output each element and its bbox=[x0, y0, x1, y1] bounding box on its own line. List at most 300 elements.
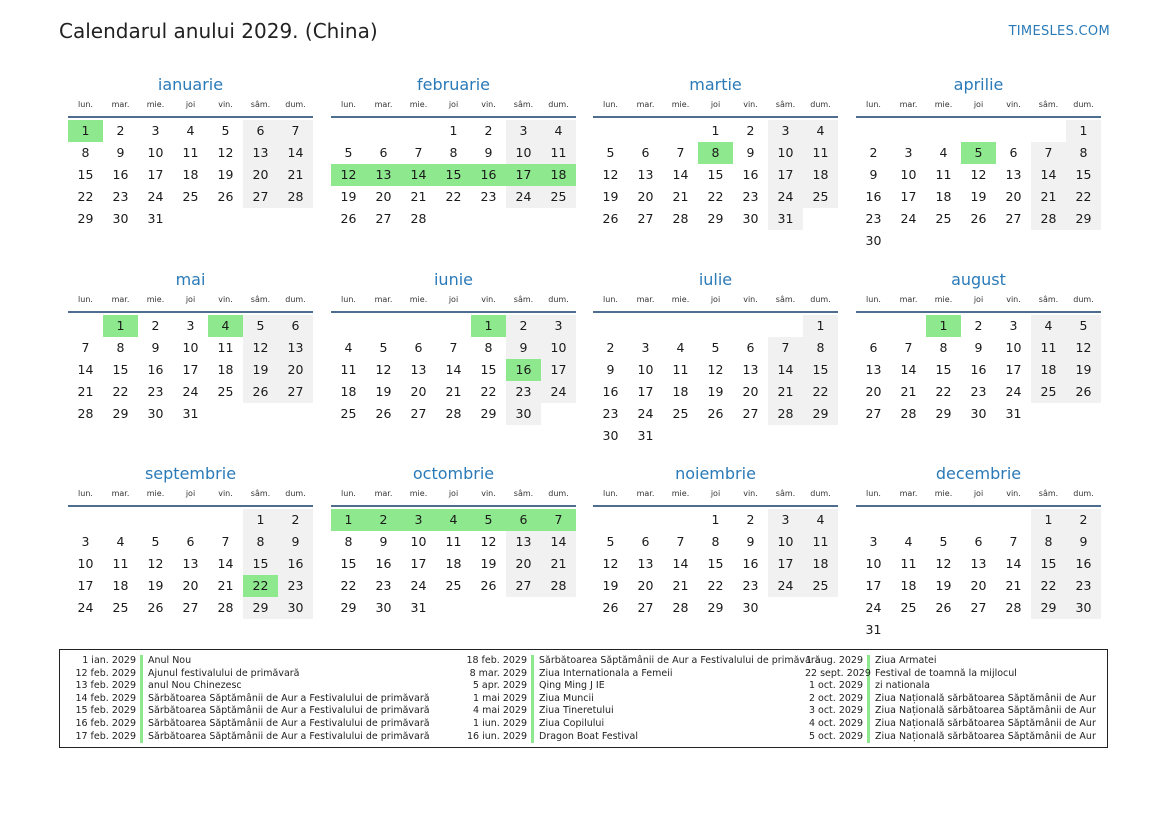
weekday-label: vin. bbox=[218, 295, 233, 304]
weekday-label: joi bbox=[185, 295, 196, 304]
weekday-label: joi bbox=[710, 295, 721, 304]
day-cell: 17 bbox=[77, 578, 94, 593]
day-grid bbox=[331, 315, 576, 425]
day-cell: 8 bbox=[116, 340, 125, 355]
day-cell: 9 bbox=[484, 145, 493, 160]
legend-date: 4 mai 2029 bbox=[412, 705, 534, 718]
day-cell: 3 bbox=[186, 318, 195, 333]
month-februarie bbox=[331, 74, 576, 230]
legend-date: 3 oct. 2029 bbox=[805, 705, 870, 718]
day-cell: 16 bbox=[742, 556, 759, 571]
day-cell: 11 bbox=[1031, 337, 1066, 359]
day-cell: 17 bbox=[410, 556, 427, 571]
day-cell: 10 bbox=[77, 556, 94, 571]
day-cell: 9 bbox=[278, 531, 313, 553]
empty-cell bbox=[593, 509, 628, 531]
day-cell: 1 bbox=[1031, 509, 1066, 531]
legend-date: 1 oct. 2029 bbox=[805, 680, 870, 693]
weekday-label: lun. bbox=[866, 489, 881, 498]
day-cell: 4 bbox=[344, 340, 353, 355]
day-cell: 12 bbox=[375, 362, 392, 377]
day-cell: 15 bbox=[340, 556, 357, 571]
weekday-label: sâm. bbox=[250, 489, 271, 498]
day-cell: 13 bbox=[243, 142, 278, 164]
legend-date: 17 feb. 2029 bbox=[66, 731, 143, 744]
month-name: august bbox=[951, 270, 1006, 289]
day-cell: 25 bbox=[445, 578, 462, 593]
weekday-label: dum. bbox=[1073, 295, 1094, 304]
day-cell: 25 bbox=[1031, 381, 1066, 403]
day-cell: 28 bbox=[541, 575, 576, 597]
weekday-label: joi bbox=[448, 489, 459, 498]
day-cell: 7 bbox=[676, 534, 685, 549]
day-cell: 16 bbox=[970, 362, 987, 377]
day-cell: 28 bbox=[217, 600, 234, 615]
empty-cell bbox=[331, 120, 366, 142]
empty-cell bbox=[331, 315, 366, 337]
day-cell: 1 bbox=[449, 123, 458, 138]
day-cell: 7 bbox=[768, 337, 803, 359]
day-cell: 26 bbox=[375, 406, 392, 421]
day-cell: 10 bbox=[865, 556, 882, 571]
empty-cell bbox=[208, 509, 243, 531]
day-cell: 29 bbox=[77, 211, 94, 226]
day-cell: 3 bbox=[541, 315, 576, 337]
day-cell: 19 bbox=[1066, 359, 1101, 381]
day-cell: 25 bbox=[672, 406, 689, 421]
day-cell: 5 bbox=[379, 340, 388, 355]
day-cell: 14 bbox=[900, 362, 917, 377]
day-cell: 30 bbox=[375, 600, 392, 615]
day-cell: 4 bbox=[676, 340, 685, 355]
day-cell: 8 bbox=[803, 337, 838, 359]
empty-cell bbox=[961, 120, 996, 142]
day-cell: 27 bbox=[742, 406, 759, 421]
day-grid bbox=[593, 315, 838, 447]
day-cell: 14 bbox=[278, 142, 313, 164]
weekday-label: vin. bbox=[481, 100, 496, 109]
day-cell: 31 bbox=[865, 622, 882, 637]
day-cell: 4 bbox=[1031, 315, 1066, 337]
day-cell: 24 bbox=[506, 186, 541, 208]
legend-date: 1 mai 2029 bbox=[412, 693, 534, 706]
day-cell: 24 bbox=[637, 406, 654, 421]
day-cell: 15 bbox=[803, 359, 838, 381]
legend-column bbox=[66, 655, 430, 743]
day-grid bbox=[856, 315, 1101, 425]
day-cell: 14 bbox=[541, 531, 576, 553]
day-cell: 24 bbox=[900, 211, 917, 226]
day-cell: 12 bbox=[243, 337, 278, 359]
day-cell: 22 bbox=[112, 384, 129, 399]
day-cell: 14 bbox=[672, 556, 689, 571]
day-cell: 5 bbox=[344, 145, 353, 160]
weekday-label: mie. bbox=[146, 489, 165, 498]
legend-date: 5 apr. 2029 bbox=[412, 680, 534, 693]
day-cell: 6 bbox=[746, 340, 755, 355]
day-cell: 3 bbox=[1009, 318, 1018, 333]
legend-date: 1 aug. 2029 bbox=[805, 655, 870, 668]
legend-holiday-name: Ziua Națională sărbătoarea Săptămânii de Aur bbox=[875, 692, 1096, 704]
legend-entry bbox=[412, 705, 821, 718]
day-cell: 19 bbox=[602, 189, 619, 204]
day-cell: 10 bbox=[768, 142, 803, 164]
holiday-day-cell: 14 bbox=[401, 164, 436, 186]
day-cell: 27 bbox=[375, 211, 392, 226]
day-cell: 3 bbox=[506, 120, 541, 142]
day-cell: 10 bbox=[1005, 340, 1022, 355]
day-cell: 20 bbox=[182, 578, 199, 593]
month-ianuarie bbox=[68, 74, 313, 230]
legend-date: 2 oct. 2029 bbox=[805, 693, 870, 706]
legend-date: 13 feb. 2029 bbox=[66, 680, 143, 693]
month-iulie bbox=[593, 269, 838, 447]
legend-column bbox=[412, 655, 821, 743]
legend-entry bbox=[66, 705, 430, 718]
day-cell: 23 bbox=[742, 189, 759, 204]
day-cell: 11 bbox=[112, 556, 129, 571]
holiday-day-cell: 2 bbox=[366, 509, 401, 531]
day-cell: 11 bbox=[803, 142, 838, 164]
weekday-label: dum. bbox=[810, 295, 831, 304]
day-cell: 8 bbox=[344, 534, 353, 549]
day-cell: 23 bbox=[112, 189, 129, 204]
day-cell: 27 bbox=[865, 406, 882, 421]
day-cell: 5 bbox=[606, 145, 615, 160]
day-cell: 15 bbox=[1031, 553, 1066, 575]
day-cell: 28 bbox=[278, 186, 313, 208]
day-cell: 7 bbox=[1009, 534, 1018, 549]
day-cell: 25 bbox=[541, 186, 576, 208]
day-cell: 18 bbox=[803, 164, 838, 186]
day-cell: 24 bbox=[541, 381, 576, 403]
day-cell: 26 bbox=[480, 578, 497, 593]
empty-cell bbox=[366, 315, 401, 337]
day-cell: 5 bbox=[606, 534, 615, 549]
weekday-label: lun. bbox=[603, 100, 618, 109]
day-cell: 23 bbox=[970, 384, 987, 399]
day-cell: 28 bbox=[410, 211, 427, 226]
day-cell: 9 bbox=[974, 340, 983, 355]
weekday-label: sâm. bbox=[513, 489, 534, 498]
legend-entry bbox=[66, 731, 430, 744]
day-grid bbox=[68, 315, 313, 425]
day-cell: 3 bbox=[768, 509, 803, 531]
day-cell: 22 bbox=[1031, 575, 1066, 597]
day-cell: 15 bbox=[243, 553, 278, 575]
day-cell: 4 bbox=[904, 534, 913, 549]
empty-cell bbox=[68, 315, 103, 337]
day-cell: 30 bbox=[742, 211, 759, 226]
day-cell: 11 bbox=[182, 145, 199, 160]
legend-holiday-name: Ziua Internationala a Femeii bbox=[539, 667, 673, 679]
day-cell: 19 bbox=[707, 384, 724, 399]
day-cell: 12 bbox=[602, 556, 619, 571]
weekday-label: mar. bbox=[374, 100, 393, 109]
holiday-day-cell: 17 bbox=[506, 164, 541, 186]
day-cell: 31 bbox=[410, 600, 427, 615]
day-cell: 20 bbox=[375, 189, 392, 204]
day-cell: 27 bbox=[506, 575, 541, 597]
day-cell: 21 bbox=[1005, 578, 1022, 593]
day-cell: 18 bbox=[1031, 359, 1066, 381]
holiday-day-cell: 16 bbox=[506, 359, 541, 381]
day-cell: 2 bbox=[506, 315, 541, 337]
legend-entry bbox=[66, 718, 430, 731]
weekday-label: sâm. bbox=[250, 100, 271, 109]
day-grid bbox=[856, 509, 1101, 641]
weekday-label: mar. bbox=[111, 100, 130, 109]
empty-cell bbox=[366, 120, 401, 142]
day-grid bbox=[68, 120, 313, 230]
legend-entry bbox=[66, 668, 430, 681]
day-cell: 16 bbox=[602, 384, 619, 399]
empty-cell bbox=[663, 315, 698, 337]
day-cell: 4 bbox=[541, 120, 576, 142]
day-cell: 8 bbox=[484, 340, 493, 355]
day-cell: 2 bbox=[606, 340, 615, 355]
legend-entry bbox=[805, 718, 1096, 731]
legend-date: 1 ian. 2029 bbox=[66, 655, 143, 668]
day-cell: 25 bbox=[803, 186, 838, 208]
holiday-day-cell: 1 bbox=[471, 315, 506, 337]
weekday-label: mar. bbox=[111, 295, 130, 304]
day-cell: 20 bbox=[1005, 189, 1022, 204]
holiday-day-cell: 5 bbox=[471, 509, 506, 531]
day-cell: 11 bbox=[217, 340, 234, 355]
day-cell: 2 bbox=[484, 123, 493, 138]
legend-entry bbox=[805, 731, 1096, 744]
day-cell: 17 bbox=[865, 578, 882, 593]
day-cell: 15 bbox=[935, 362, 952, 377]
weekday-label: joi bbox=[710, 100, 721, 109]
legend-holiday-name: Ziua Națională sărbătoarea Săptămânii de Aur bbox=[875, 730, 1096, 742]
day-cell: 4 bbox=[803, 509, 838, 531]
day-cell: 28 bbox=[900, 406, 917, 421]
empty-cell bbox=[103, 509, 138, 531]
day-cell: 13 bbox=[637, 167, 654, 182]
day-grid bbox=[593, 509, 838, 619]
day-cell: 18 bbox=[935, 189, 952, 204]
day-cell: 28 bbox=[672, 600, 689, 615]
empty-cell bbox=[173, 509, 208, 531]
day-cell: 6 bbox=[243, 120, 278, 142]
day-cell: 5 bbox=[221, 123, 230, 138]
day-cell: 18 bbox=[445, 556, 462, 571]
day-cell: 9 bbox=[746, 145, 755, 160]
day-cell: 18 bbox=[112, 578, 129, 593]
empty-cell bbox=[856, 315, 891, 337]
day-cell: 23 bbox=[147, 384, 164, 399]
weekday-label: vin. bbox=[1006, 295, 1021, 304]
weekday-label: joi bbox=[710, 489, 721, 498]
day-cell: 27 bbox=[637, 211, 654, 226]
day-cell: 13 bbox=[410, 362, 427, 377]
weekday-label: mie. bbox=[934, 295, 953, 304]
day-cell: 24 bbox=[768, 575, 803, 597]
legend-holiday-name: Ziua Muncii bbox=[539, 692, 594, 704]
day-cell: 16 bbox=[375, 556, 392, 571]
day-cell: 14 bbox=[217, 556, 234, 571]
weekday-label: mie. bbox=[409, 295, 428, 304]
site-brand-link[interactable]: TIMESLES.COM bbox=[1008, 24, 1110, 39]
weekday-label: lun. bbox=[341, 100, 356, 109]
empty-cell bbox=[628, 120, 663, 142]
day-cell: 30 bbox=[865, 233, 882, 248]
day-cell: 20 bbox=[278, 359, 313, 381]
day-cell: 24 bbox=[768, 186, 803, 208]
empty-cell bbox=[891, 120, 926, 142]
day-cell: 31 bbox=[768, 208, 803, 230]
day-cell: 24 bbox=[147, 189, 164, 204]
day-cell: 26 bbox=[602, 600, 619, 615]
month-decembrie bbox=[856, 463, 1101, 641]
day-cell: 16 bbox=[112, 167, 129, 182]
day-cell: 29 bbox=[340, 600, 357, 615]
day-cell: 29 bbox=[243, 597, 278, 619]
day-cell: 12 bbox=[707, 362, 724, 377]
weekday-label: mar. bbox=[374, 295, 393, 304]
holiday-day-cell: 6 bbox=[506, 509, 541, 531]
day-cell: 22 bbox=[707, 189, 724, 204]
weekday-header bbox=[593, 487, 838, 507]
weekday-label: joi bbox=[973, 100, 984, 109]
day-cell: 23 bbox=[375, 578, 392, 593]
legend-holiday-name: Ziua Copilului bbox=[539, 717, 605, 729]
weekday-label: lun. bbox=[341, 295, 356, 304]
day-cell: 9 bbox=[116, 145, 125, 160]
legend-column bbox=[805, 655, 1096, 743]
legend-entry bbox=[412, 731, 821, 744]
month-septembrie bbox=[68, 463, 313, 619]
holiday-day-cell: 1 bbox=[103, 315, 138, 337]
weekday-label: lun. bbox=[78, 100, 93, 109]
day-cell: 4 bbox=[186, 123, 195, 138]
day-cell: 14 bbox=[445, 362, 462, 377]
weekday-label: mar. bbox=[899, 100, 918, 109]
day-cell: 12 bbox=[1066, 337, 1101, 359]
day-cell: 11 bbox=[672, 362, 689, 377]
day-cell: 29 bbox=[707, 211, 724, 226]
day-cell: 14 bbox=[768, 359, 803, 381]
day-cell: 17 bbox=[1005, 362, 1022, 377]
day-cell: 19 bbox=[217, 167, 234, 182]
weekday-label: sâm. bbox=[1038, 100, 1059, 109]
month-name: mai bbox=[175, 270, 206, 289]
day-cell: 16 bbox=[1066, 553, 1101, 575]
day-cell: 23 bbox=[480, 189, 497, 204]
holiday-day-cell: 12 bbox=[331, 164, 366, 186]
day-cell: 30 bbox=[1066, 597, 1101, 619]
day-cell: 4 bbox=[939, 145, 948, 160]
day-cell: 24 bbox=[410, 578, 427, 593]
day-cell: 12 bbox=[480, 534, 497, 549]
day-cell: 31 bbox=[637, 428, 654, 443]
day-grid bbox=[331, 509, 576, 619]
day-cell: 7 bbox=[221, 534, 230, 549]
weekday-header bbox=[331, 293, 576, 313]
day-cell: 2 bbox=[746, 512, 755, 527]
empty-cell bbox=[733, 315, 768, 337]
holiday-day-cell: 3 bbox=[401, 509, 436, 531]
month-aprilie bbox=[856, 74, 1101, 252]
month-name: iulie bbox=[698, 270, 733, 289]
weekday-label: lun. bbox=[603, 489, 618, 498]
month-name: aprilie bbox=[953, 75, 1004, 94]
day-cell: 1 bbox=[711, 123, 720, 138]
empty-cell bbox=[698, 315, 733, 337]
weekday-label: mar. bbox=[374, 489, 393, 498]
weekday-label: dum. bbox=[548, 489, 569, 498]
legend-entry bbox=[412, 655, 821, 668]
empty-cell bbox=[856, 509, 891, 531]
day-cell: 14 bbox=[77, 362, 94, 377]
weekday-label: vin. bbox=[1006, 489, 1021, 498]
day-cell: 8 bbox=[81, 145, 90, 160]
day-cell: 23 bbox=[865, 211, 882, 226]
legend-date: 8 mar. 2029 bbox=[412, 668, 534, 681]
legend-entry bbox=[412, 668, 821, 681]
day-cell: 9 bbox=[1066, 531, 1101, 553]
day-cell: 6 bbox=[414, 340, 423, 355]
day-cell: 6 bbox=[186, 534, 195, 549]
day-cell: 6 bbox=[1009, 145, 1018, 160]
day-cell: 26 bbox=[707, 406, 724, 421]
day-cell: 10 bbox=[768, 531, 803, 553]
day-cell: 3 bbox=[641, 340, 650, 355]
weekday-label: dum. bbox=[1073, 489, 1094, 498]
day-cell: 30 bbox=[147, 406, 164, 421]
day-cell: 5 bbox=[243, 315, 278, 337]
day-cell: 18 bbox=[217, 362, 234, 377]
day-cell: 26 bbox=[147, 600, 164, 615]
day-cell: 23 bbox=[742, 578, 759, 593]
weekday-label: joi bbox=[185, 489, 196, 498]
weekday-label: mar. bbox=[636, 100, 655, 109]
day-cell: 18 bbox=[182, 167, 199, 182]
empty-cell bbox=[138, 509, 173, 531]
day-cell: 18 bbox=[803, 553, 838, 575]
day-cell: 21 bbox=[900, 384, 917, 399]
weekday-label: mie. bbox=[671, 100, 690, 109]
day-cell: 8 bbox=[1031, 531, 1066, 553]
weekday-label: lun. bbox=[78, 295, 93, 304]
empty-cell bbox=[926, 120, 961, 142]
weekday-header bbox=[331, 487, 576, 507]
day-cell: 14 bbox=[1005, 556, 1022, 571]
weekday-label: mie. bbox=[671, 489, 690, 498]
day-cell: 29 bbox=[480, 406, 497, 421]
day-cell: 11 bbox=[541, 142, 576, 164]
day-cell: 27 bbox=[970, 600, 987, 615]
day-cell: 15 bbox=[480, 362, 497, 377]
legend-entry bbox=[805, 680, 1096, 693]
day-cell: 26 bbox=[340, 211, 357, 226]
day-cell: 28 bbox=[768, 403, 803, 425]
day-cell: 11 bbox=[340, 362, 357, 377]
day-cell: 21 bbox=[410, 189, 427, 204]
day-cell: 20 bbox=[742, 384, 759, 399]
weekday-header bbox=[68, 487, 313, 507]
day-cell: 22 bbox=[340, 578, 357, 593]
day-cell: 2 bbox=[116, 123, 125, 138]
day-cell: 22 bbox=[707, 578, 724, 593]
day-cell: 13 bbox=[742, 362, 759, 377]
day-cell: 8 bbox=[939, 340, 948, 355]
empty-cell bbox=[628, 315, 663, 337]
day-cell: 15 bbox=[77, 167, 94, 182]
day-cell: 6 bbox=[869, 340, 878, 355]
